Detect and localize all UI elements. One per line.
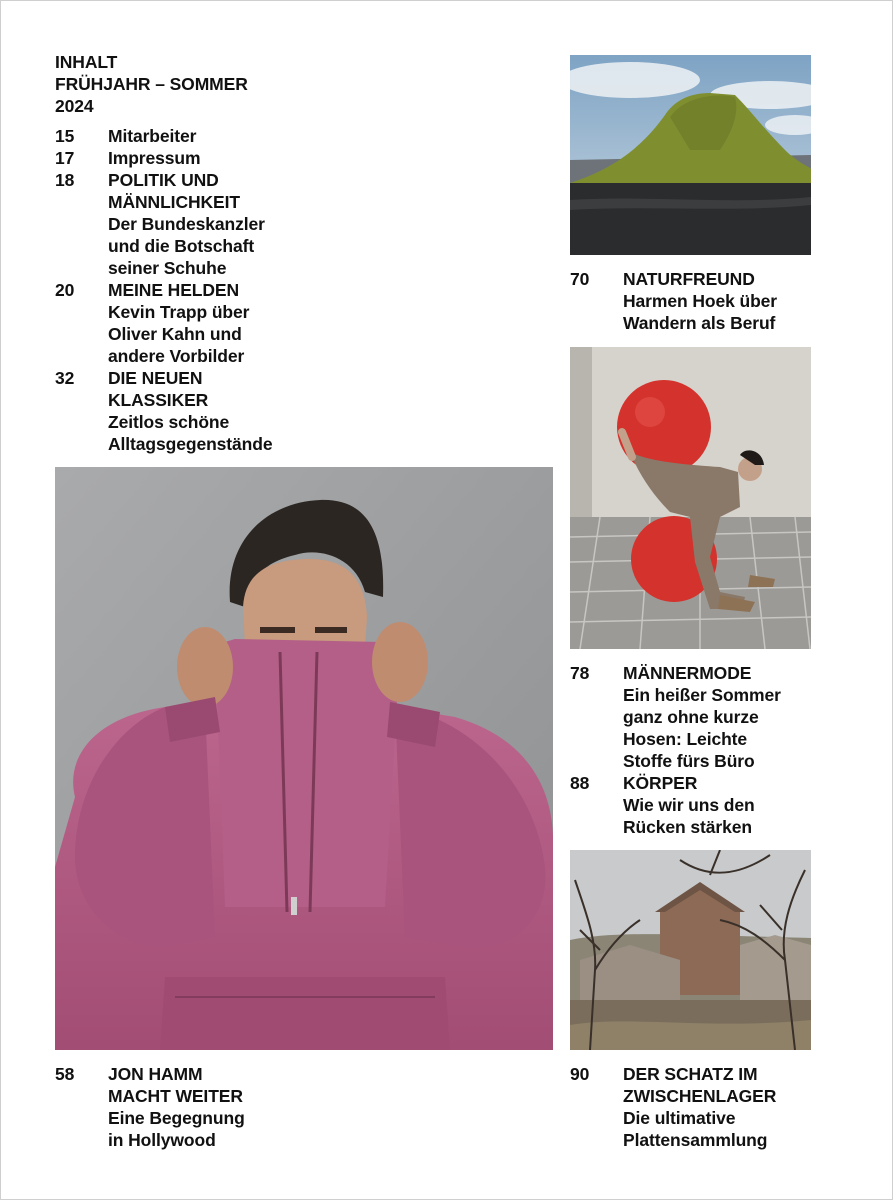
- entry-title-line: NATURFREUND: [623, 269, 755, 289]
- header-year: 2024: [55, 96, 94, 116]
- entry-text: [623, 268, 777, 334]
- entry-title-line: JON HAMM: [108, 1064, 203, 1084]
- entry-title-line: MÄNNLICHKEIT: [108, 192, 240, 212]
- entry-text: [108, 147, 200, 169]
- entry-teaser-line: in Hollywood: [108, 1130, 216, 1150]
- entry-text: [623, 1063, 776, 1151]
- entry-teaser-line: Hosen: Leichte: [623, 729, 748, 749]
- entry-teaser-line: Oliver Kahn und: [108, 324, 242, 344]
- page-number: 88: [570, 773, 590, 793]
- entry-teaser-line: seiner Schuhe: [108, 258, 227, 278]
- entry-title-line: KÖRPER: [623, 773, 698, 793]
- entry-teaser-line: Alltagsgegenstände: [108, 434, 273, 454]
- entry-text: [108, 1063, 245, 1151]
- entry-title-line: POLITIK UND: [108, 170, 219, 190]
- entry-text: [623, 662, 781, 772]
- jon-hamm-photo: [55, 467, 553, 1050]
- entry-title-line: DIE NEUEN: [108, 368, 203, 388]
- page-number: 20: [55, 280, 75, 300]
- header-title: INHALT: [55, 52, 118, 72]
- entry-title-line: Impressum: [108, 148, 201, 168]
- entry-teaser-line: Der Bundeskanzler: [108, 214, 265, 234]
- page-number: 90: [570, 1064, 590, 1084]
- entry-text: [108, 125, 196, 147]
- entry-text: [623, 772, 755, 838]
- entry-teaser-line: Rücken stärken: [623, 817, 752, 837]
- entry-teaser-line: andere Vorbilder: [108, 346, 245, 366]
- entry-teaser-line: Wie wir uns den: [623, 795, 755, 815]
- entry-teaser-line: Die ultimative: [623, 1108, 736, 1128]
- contents-header: [55, 51, 248, 117]
- header-season: FRÜHJAHR – SOMMER: [55, 74, 248, 94]
- exercise-balls-photo: [570, 347, 811, 649]
- entry-teaser-line: Ein heißer Sommer: [623, 685, 781, 705]
- entry-title-line: DER SCHATZ IM: [623, 1064, 758, 1084]
- entry-title-line: Mitarbeiter: [108, 126, 197, 146]
- page-number: 32: [55, 368, 75, 388]
- entry-text: [108, 367, 272, 455]
- entry-teaser-line: ganz ohne kurze: [623, 707, 759, 727]
- entry-teaser-line: Stoffe fürs Büro: [623, 751, 755, 771]
- entry-teaser-line: Zeitlos schöne: [108, 412, 230, 432]
- entry-teaser-line: Harmen Hoek über: [623, 291, 778, 311]
- page-number: 17: [55, 148, 75, 168]
- page-number: 58: [55, 1064, 75, 1084]
- entry-title-line: MÄNNERMODE: [623, 663, 752, 683]
- page-number: 18: [55, 170, 75, 190]
- page-number: 15: [55, 126, 75, 146]
- mountain-photo: [570, 55, 811, 255]
- entry-title-line: KLASSIKER: [108, 390, 209, 410]
- entry-teaser-line: Kevin Trapp über: [108, 302, 250, 322]
- entry-text: [108, 169, 265, 279]
- page-number: 70: [570, 269, 590, 289]
- entry-title-line: MEINE HELDEN: [108, 280, 240, 300]
- entry-title-line: ZWISCHENLAGER: [623, 1086, 777, 1106]
- entry-title-line: MACHT WEITER: [108, 1086, 243, 1106]
- entry-text: [108, 279, 249, 367]
- entry-teaser-line: Plattensammlung: [623, 1130, 768, 1150]
- entry-teaser-line: Wandern als Beruf: [623, 313, 776, 333]
- entry-teaser-line: und die Botschaft: [108, 236, 255, 256]
- page-number: 78: [570, 663, 590, 683]
- entry-teaser-line: Eine Begegnung: [108, 1108, 245, 1128]
- barn-photo: [570, 850, 811, 1050]
